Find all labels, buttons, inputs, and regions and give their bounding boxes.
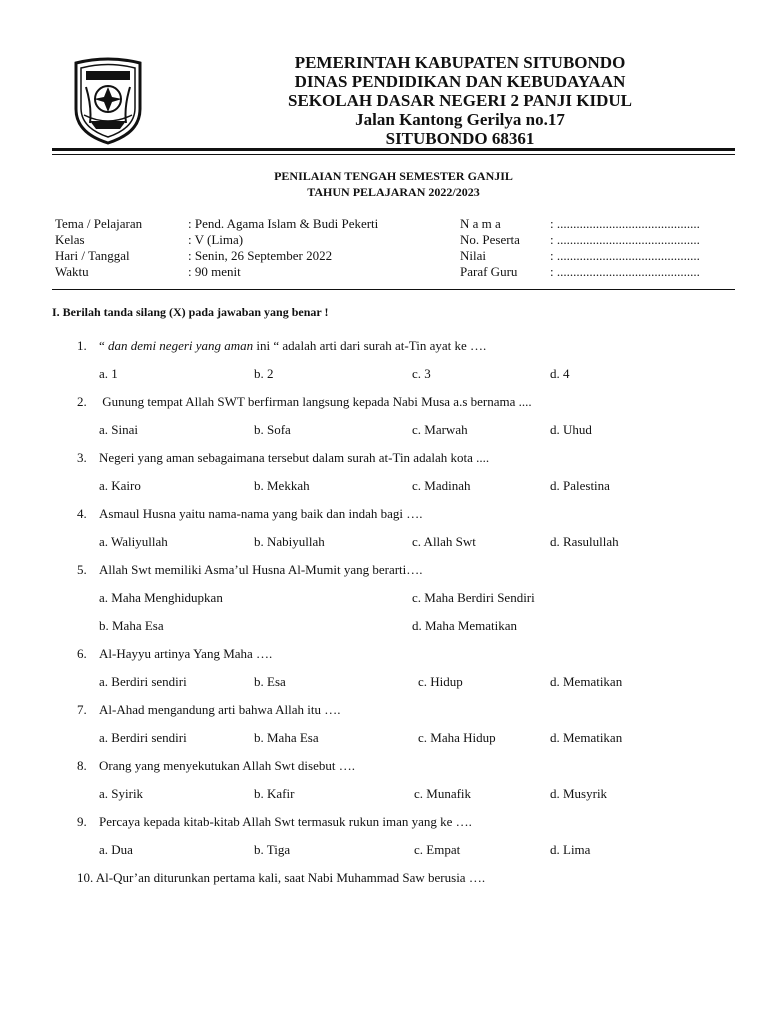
option-1b[interactable]: b. 2	[254, 366, 274, 381]
info-value-kelas: : V (Lima)	[188, 232, 244, 247]
option-7c[interactable]: c. Maha Hidup	[418, 730, 496, 745]
info-label-nilai: Nilai	[460, 248, 486, 263]
info-label-kelas: Kelas	[55, 232, 85, 247]
option-8a[interactable]: a. Syirik	[99, 786, 144, 801]
info-field-nilai: : ............................................	[550, 248, 700, 263]
question-10: 10. Al-Qur’an diturunkan pertama kali, saat Nabi Muhammad Saw berusia ….	[77, 870, 486, 885]
info-label-paraf: Paraf Guru	[460, 264, 518, 279]
option-3c[interactable]: c. Madinah	[412, 478, 471, 493]
question-7: 7. Al-Ahad mengandung arti bahwa Allah itu ….	[77, 702, 341, 717]
question-1: 1. “ dan demi negeri yang aman ini “ adalah arti dari surah at-Tin ayat ke ….	[77, 338, 487, 353]
header-department: DINAS PENDIDIKAN DAN KEBUDAYAAN	[294, 72, 626, 91]
option-2c[interactable]: c. Marwah	[412, 422, 468, 437]
option-7b[interactable]: b. Maha Esa	[254, 730, 319, 745]
kabupaten-emblem-logo	[70, 57, 146, 145]
option-6a[interactable]: a. Berdiri sendiri	[99, 674, 187, 689]
option-2b[interactable]: b. Sofa	[254, 422, 291, 437]
option-9c[interactable]: c. Empat	[414, 842, 461, 857]
option-6b[interactable]: b. Esa	[254, 674, 286, 689]
question-9: 9. Percaya kepada kitab-kitab Allah Swt termasuk rukun iman yang ke ….	[77, 814, 472, 829]
option-3a[interactable]: a. Kairo	[99, 478, 141, 493]
option-5a[interactable]: a. Maha Menghidupkan	[99, 590, 223, 605]
header-divider-thick	[52, 148, 735, 151]
header-address: Jalan Kantong Gerilya no.17	[355, 110, 565, 129]
info-label-tema: Tema / Pelajaran	[55, 216, 143, 231]
option-6c[interactable]: c. Hidup	[418, 674, 463, 689]
option-5b[interactable]: b. Maha Esa	[99, 618, 164, 633]
option-5c[interactable]: c. Maha Berdiri Sendiri	[412, 590, 535, 605]
info-label-peserta: No. Peserta	[460, 232, 520, 247]
option-2d[interactable]: d. Uhud	[550, 422, 592, 437]
question-1-quote: dan demi negeri yang aman	[108, 338, 254, 353]
exam-title: PENILAIAN TENGAH SEMESTER GANJIL	[274, 169, 513, 183]
option-4d[interactable]: d. Rasulullah	[550, 534, 619, 549]
option-1d[interactable]: d. 4	[550, 366, 570, 381]
header-school: SEKOLAH DASAR NEGERI 2 PANJI KIDUL	[288, 91, 632, 110]
option-1c[interactable]: c. 3	[412, 366, 431, 381]
section-instruction: I. Berilah tanda silang (X) pada jawaban yang benar !	[52, 305, 329, 319]
question-3: 3. Negeri yang aman sebagaimana tersebut dalam surah at-Tin adalah kota ....	[77, 450, 490, 465]
info-field-nama: : ............................................	[550, 216, 700, 231]
option-7d[interactable]: d. Mematikan	[550, 730, 623, 745]
header-divider-thin	[52, 154, 735, 155]
question-4: 4. Asmaul Husna yaitu nama-nama yang baik dan indah bagi ….	[77, 506, 423, 521]
info-value-waktu: : 90 menit	[188, 264, 241, 279]
option-1a[interactable]: a. 1	[99, 366, 118, 381]
option-4b[interactable]: b. Nabiyullah	[254, 534, 325, 549]
question-8: 8. Orang yang menyekutukan Allah Swt disebut ….	[77, 758, 355, 773]
info-value-tema: : Pend. Agama Islam & Budi Pekerti	[188, 216, 379, 231]
question-2: 2. Gunung tempat Allah SWT berfirman langsung kepada Nabi Musa a.s bernama ....	[77, 394, 532, 409]
option-9a[interactable]: a. Dua	[99, 842, 133, 857]
header-city: SITUBONDO 68361	[385, 129, 535, 148]
option-3d[interactable]: d. Palestina	[550, 478, 610, 493]
option-9b[interactable]: b. Tiga	[254, 842, 291, 857]
option-7a[interactable]: a. Berdiri sendiri	[99, 730, 187, 745]
info-label-nama: N a m a	[460, 216, 501, 231]
info-value-hari: : Senin, 26 September 2022	[188, 248, 333, 263]
option-4c[interactable]: c. Allah Swt	[412, 534, 476, 549]
question-5: 5. Allah Swt memiliki Asma’ul Husna Al-Mumit yang berarti….	[77, 562, 423, 577]
exam-year: TAHUN PELAJARAN 2022/2023	[307, 185, 480, 199]
info-field-paraf: : ............................................	[550, 264, 700, 279]
option-2a[interactable]: a. Sinai	[99, 422, 138, 437]
option-4a[interactable]: a. Waliyullah	[99, 534, 168, 549]
option-8c[interactable]: c. Munafik	[414, 786, 472, 801]
option-6d[interactable]: d. Mematikan	[550, 674, 623, 689]
info-label-hari: Hari / Tanggal	[55, 248, 130, 263]
info-field-peserta: : ............................................	[550, 232, 700, 247]
option-5d[interactable]: d. Maha Mematikan	[412, 618, 518, 633]
option-8b[interactable]: b. Kafir	[254, 786, 295, 801]
info-label-waktu: Waktu	[55, 264, 89, 279]
question-6: 6. Al-Hayyu artinya Yang Maha ….	[77, 646, 273, 661]
header-government: PEMERINTAH KABUPATEN SITUBONDO	[294, 53, 626, 72]
option-8d[interactable]: d. Musyrik	[550, 786, 608, 801]
option-3b[interactable]: b. Mekkah	[254, 478, 310, 493]
info-divider	[52, 289, 735, 290]
option-9d[interactable]: d. Lima	[550, 842, 591, 857]
